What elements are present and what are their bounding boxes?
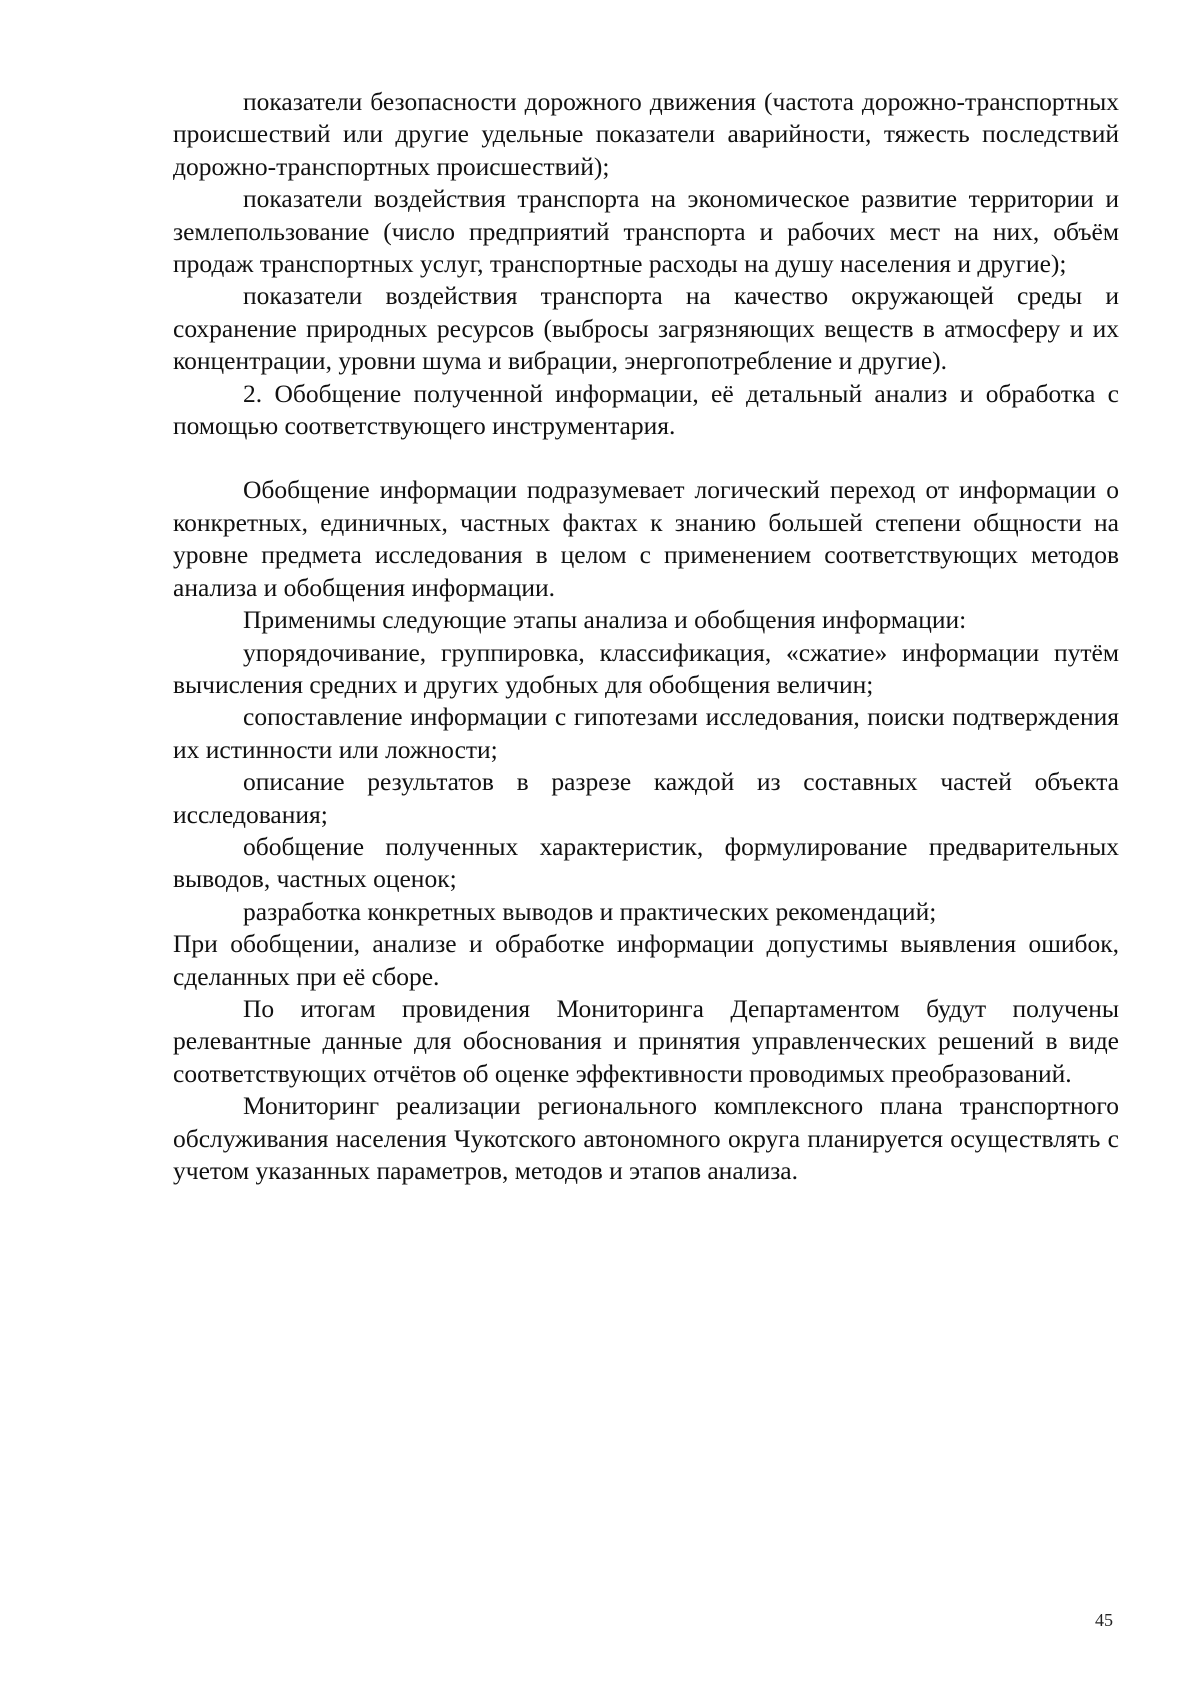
paragraph-step-2: 2. Обобщение полученной информации, её детальный анализ и обработка с помощью соответствующего инструментария. <box>173 378 1119 441</box>
paragraph-stage-hypotheses: сопоставление информации с гипотезами исследования, поиски подтверждения их истинности или ложности; <box>173 702 1119 764</box>
paragraph-stage-recommendations: разработка конкретных выводов и практических рекомендаций; <box>243 896 937 926</box>
paragraph-stage-summary: обобщение полученных характеристик, формулирование предварительных выводов, частных оценок; <box>173 831 1119 894</box>
document-body <box>173 86 1119 1187</box>
paragraph-safety-indicators: показатели безопасности дорожного движения (частота дорожно-транспортных происшествий или другие удельные показатели аварийности, тяжесть последствий дорожно-транспортных происшествий); <box>173 87 1119 181</box>
page-number: 45 <box>1095 1610 1113 1630</box>
paragraph-stage-ordering: упорядочивание, группировка, классификация, «сжатие» информации путём вычисления средних и других удобных для обобщения величин; <box>173 637 1119 699</box>
paragraph-spacer <box>173 442 1119 474</box>
paragraph-environment-indicators: показатели воздействия транспорта на качество окружающей среды и сохранение природных ресурсов (выбросы загрязняющих веществ в атмосферу и их концентрации, уровни шума и вибрации, энергопотребление и другие). <box>173 281 1119 376</box>
paragraph-economic-indicators: показатели воздействия транспорта на экономическое развитие территории и землепользование (число предприятий транспорта и рабочих мест на них, объём продаж транспортных услуг, транспортные расходы на душу населения и другие); <box>173 184 1119 279</box>
paragraph-generalization: Обобщение информации подразумевает логический переход от информации о конкретных, единичных, частных фактах к знанию большей степени общности на уровне предмета исследования в целом с применением соответствующих методов анализа и обобщения информации. <box>173 475 1119 602</box>
paragraph-errors: При обобщении, анализе и обработке информации допустимы выявления ошибок, сделанных при её сборе. <box>173 929 1119 991</box>
paragraph-monitoring-plan: Мониторинг реализации регионального комплексного плана транспортного обслуживания населения Чукотского автономного округа планируется осуществлять с учетом указанных параметров, методов и этапов анализа. <box>173 1091 1119 1185</box>
paragraph-monitoring-results: По итогам провидения Мониторинга Департаментом будут получены релевантные данные для обоснования и принятия управленческих решений в виде соответствующих отчётов об оценке эффективности проводимых преобразований. <box>173 993 1119 1088</box>
paragraph-stages-intro: Применимы следующие этапы анализа и обобщения информации: <box>243 605 967 635</box>
paragraph-stage-description: описание результатов в разрезе каждой из составных частей объекта исследования; <box>173 767 1119 829</box>
